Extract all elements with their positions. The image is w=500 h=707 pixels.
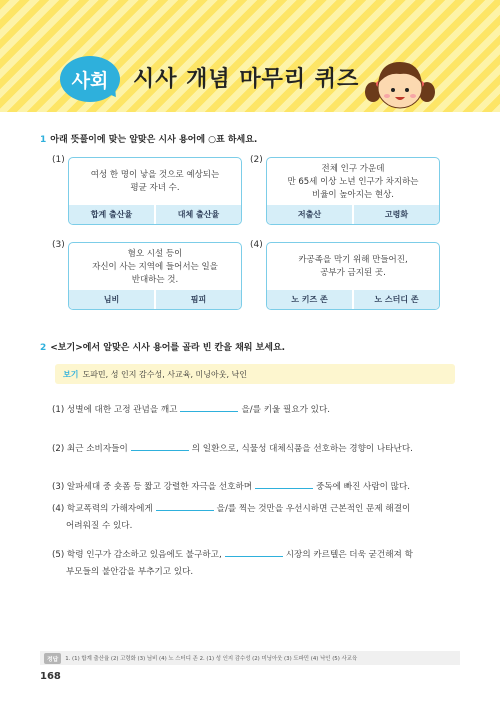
card-1-options — [69, 205, 241, 224]
sentence-2 — [52, 441, 462, 458]
sentence-5-blank[interactable] — [225, 548, 283, 557]
girl-character-icon — [365, 52, 435, 112]
header-banner — [0, 0, 500, 112]
question-1-number: 1 — [40, 135, 47, 145]
question-2-title — [40, 340, 285, 353]
sentence-1-number: (1) — [52, 405, 65, 415]
card-3-option-1[interactable]: 님비 — [103, 295, 120, 304]
card-2-option-1[interactable]: 저출산 — [297, 210, 322, 219]
quiz-card-3 — [68, 242, 242, 310]
quiz-card-2 — [266, 157, 440, 225]
page-number: 168 — [40, 671, 61, 682]
card-4-number: (4) — [250, 240, 263, 250]
sentence-3-number: (3) — [52, 482, 65, 492]
sentence-2-before: 최근 소비자들이 — [66, 444, 128, 454]
sentence-1-blank[interactable] — [180, 403, 238, 412]
card-1-definition: 여성 한 명이 낳을 것으로 예상되는 평균 자녀 수. — [90, 170, 220, 193]
bogi-words: 도파민, 성 인지 감수성, 사교육, 미닝아웃, 낙인 — [82, 369, 248, 379]
sentence-1-before: 성별에 대한 고정 관념을 깨고 — [66, 405, 178, 415]
card-2-definition: 전체 인구 가운데 만 65세 이상 노년 인구가 차지하는 비율이 높아지는 현상. — [287, 163, 419, 200]
card-1-option-2[interactable]: 대체 출산율 — [154, 205, 241, 224]
answer-key — [40, 651, 460, 665]
sentence-4-continuation: 어려워질 수 있다. — [66, 521, 133, 531]
sentence-2-blank[interactable] — [131, 442, 189, 451]
sentence-5-number: (5) — [52, 550, 65, 560]
card-4-option-2[interactable]: 노 스터디 존 — [352, 290, 439, 309]
sentence-3-after: 중독에 빠진 사람이 많다. — [316, 482, 411, 492]
bogi-label: 보기 — [63, 369, 79, 379]
card-3-number: (3) — [52, 240, 65, 250]
card-3-option-2[interactable]: 핌피 — [154, 290, 241, 309]
card-3-options — [69, 290, 241, 309]
sentence-4-before: 학교폭력의 가해자에게 — [66, 504, 153, 514]
bogi-box — [55, 364, 455, 384]
subject-badge: 사회 — [60, 56, 120, 102]
question-1-instruction: 아래 뜻풀이에 맞는 알맞은 시사 용어에 ○표 하세요. — [50, 135, 258, 145]
sentence-5-continuation: 부모들의 불안감을 부추기고 있다. — [66, 567, 194, 577]
card-1-number: (1) — [52, 155, 65, 165]
card-3-definition: 혐오 시설 등이 자신이 사는 지역에 들어서는 일을 반대하는 것. — [92, 248, 218, 285]
sentence-3-before: 알파세대 중 숏폼 등 짧고 강렬한 자극을 선호하며 — [66, 482, 253, 492]
quiz-card-1 — [68, 157, 242, 225]
card-1-option-1[interactable]: 합계 출산율 — [90, 210, 133, 219]
card-2-option-2[interactable]: 고령화 — [352, 205, 439, 224]
sentence-4-after: 을/를 찍는 것만을 우선시하면 근본적인 문제 해결이 — [216, 504, 411, 514]
question-1-title — [40, 132, 257, 145]
sentence-5-before: 학령 인구가 감소하고 있음에도 불구하고, — [66, 550, 222, 560]
card-2-number: (2) — [250, 155, 263, 165]
sentence-4-number: (4) — [52, 504, 65, 514]
sentence-2-number: (2) — [52, 444, 65, 454]
card-4-options — [267, 290, 439, 309]
card-2-options — [267, 205, 439, 224]
card-4-definition: 카공족을 막기 위해 만들어진, 공부가 금지된 곳. — [298, 255, 408, 278]
card-4-option-1[interactable]: 노 키즈 존 — [291, 295, 328, 304]
sentence-3 — [52, 479, 462, 496]
sentence-5-after: 시장의 카르텔은 더욱 굳건해져 학 — [285, 550, 413, 560]
quiz-card-4 — [266, 242, 440, 310]
sentence-4-blank[interactable] — [156, 502, 214, 511]
sentence-2-after: 의 일환으로, 식물성 대체식품을 선호하는 경향이 나타난다. — [191, 444, 413, 454]
question-2-number: 2 — [40, 343, 47, 353]
sentence-5 — [52, 547, 462, 581]
sentence-1 — [52, 402, 462, 419]
sentence-4 — [52, 501, 462, 535]
sentence-3-blank[interactable] — [255, 480, 313, 489]
sentence-1-after: 을/를 키울 필요가 있다. — [241, 405, 331, 415]
answer-text: 1. (1) 합계 출산율 (2) 고령화 (3) 님비 (4) 노 스터디 존 2. (1) 성 인지 감수성 (2) 미닝아웃 (3) 도파민 (4) 낙인 (5) 사교육 — [65, 656, 358, 662]
page-title: 시사 개념 마무리 퀴즈 — [133, 67, 360, 92]
question-2-instruction: <보기>에서 알맞은 시사 용어를 골라 빈 칸을 채워 보세요. — [50, 343, 286, 353]
answer-label: 정답 — [44, 653, 61, 664]
